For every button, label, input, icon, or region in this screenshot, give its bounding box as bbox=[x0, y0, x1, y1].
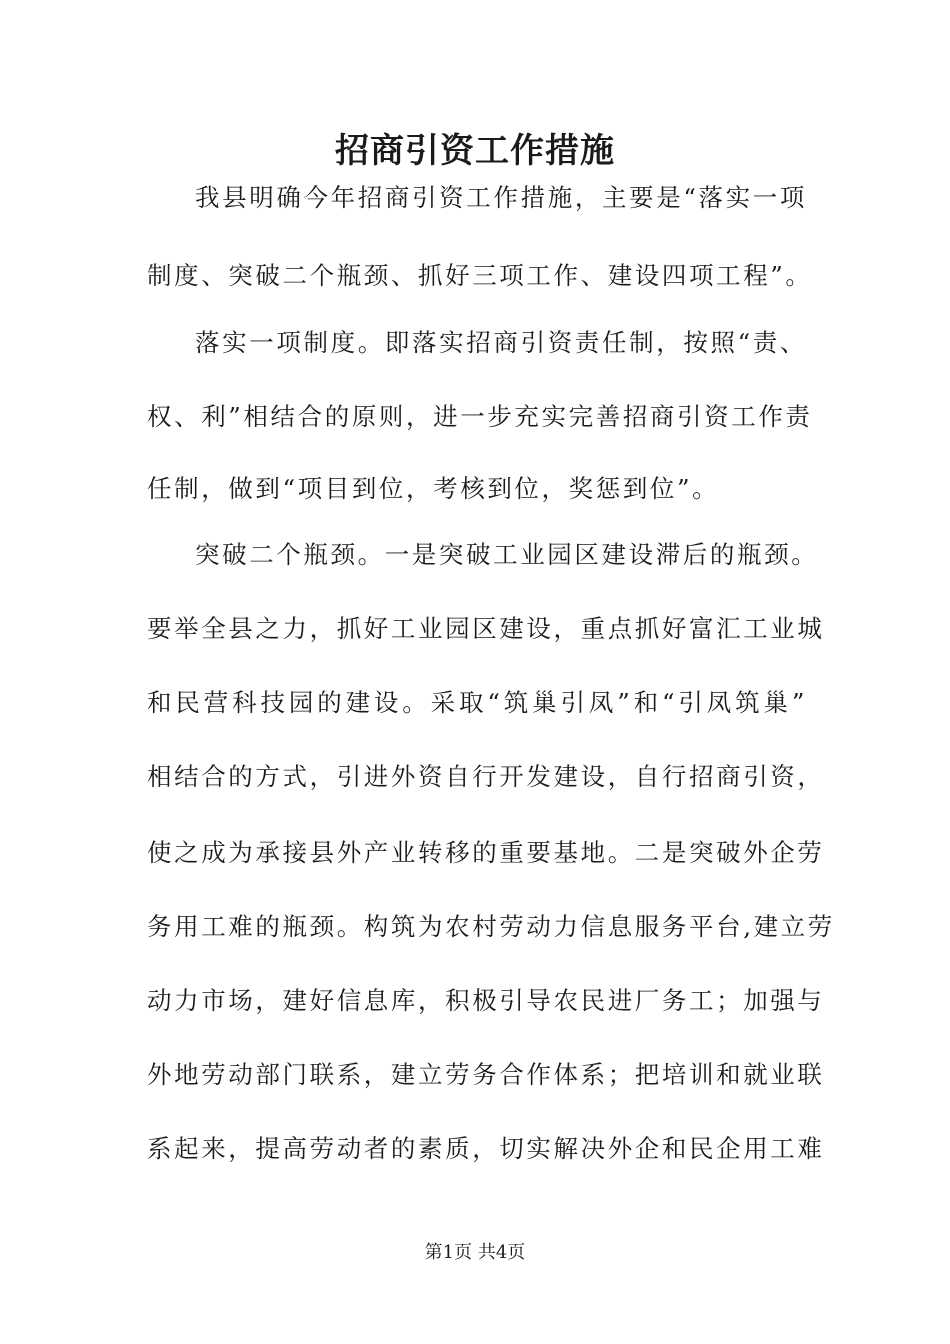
paragraph-line: 相结合的方式，引进外资自行开发建设，自行招商引资， bbox=[147, 762, 825, 791]
paragraph-line: 权、利”相结合的原则，进一步充实完善招商引资工作责 bbox=[147, 402, 813, 431]
paragraph-line: 动力市场，建好信息库，积极引导农民进厂务工；加强与 bbox=[147, 986, 825, 1015]
paragraph-line: 使之成为承接县外产业转移的重要基地。二是突破外企劳 bbox=[147, 838, 825, 867]
paragraph-line: 要举全县之力，抓好工业园区建设，重点抓好富汇工业城 bbox=[147, 614, 825, 643]
paragraph-line: 制度、突破二个瓶颈、抓好三项工作、建设四项工程”。 bbox=[147, 261, 813, 290]
paragraph-line: 我县明确今年招商引资工作措施，主要是“落实一项 bbox=[195, 183, 807, 212]
paragraph-line: 任制，做到“项目到位，考核到位，奖惩到位”。 bbox=[147, 474, 720, 503]
paragraph-line: 系起来，提高劳动者的素质，切实解决外企和民企用工难 bbox=[147, 1134, 825, 1163]
paragraph-line: 落实一项制度。即落实招商引资责任制，按照“责、 bbox=[195, 328, 807, 357]
paragraph-line: 突破二个瓶颈。一是突破工业园区建设滞后的瓶颈。 bbox=[195, 540, 819, 569]
page-indicator: 第1页 共4页 bbox=[424, 1242, 526, 1263]
paragraph-line: 务用工难的瓶颈。构筑为农村劳动力信息服务平台,建立劳 bbox=[147, 912, 835, 941]
document-title: 招商引资工作措施 bbox=[335, 131, 615, 171]
paragraph-line: 和民营科技园的建设。采取“筑巢引凤”和“引凤筑巢” bbox=[147, 688, 807, 717]
paragraph-line: 外地劳动部门联系，建立劳务合作体系；把培训和就业联 bbox=[147, 1060, 825, 1089]
